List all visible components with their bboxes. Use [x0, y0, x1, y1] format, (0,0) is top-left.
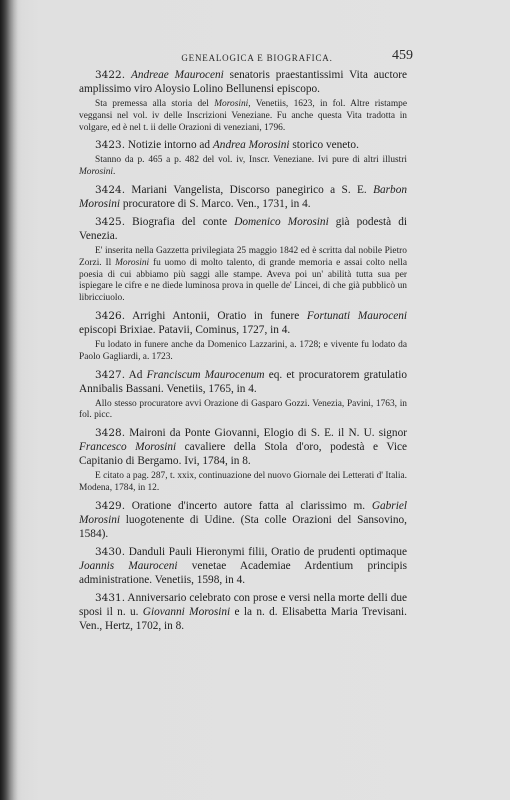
running-head-title: GENEALOGICA E BIOGRAFICA. — [181, 53, 333, 63]
text-run: Notizie intorno ad — [125, 139, 213, 152]
entry-note — [79, 399, 407, 423]
text-run: Allo stesso procuratore avvi Orazione di Gasparo Gozzi. Venezia, Pavini, 1763, in fol. picc. — [79, 398, 407, 421]
text-run: episcopi Brixiae. Patavii, Cominus, 1727, in 4. — [79, 323, 291, 336]
text-run: senatoris praestantissimi Vita auctore amplissimo viro Aloysio Lolino Bellunensi episcopo. — [79, 69, 408, 95]
entry-heading — [79, 426, 407, 468]
entry-heading — [79, 138, 407, 152]
text-run: Fu lodato in funere anche da Domenico Lazzarini, a. 1728; e vivente fu lodato da Paolo Gagliardi, a. 1723. — [79, 339, 407, 362]
entry-number: 3430. — [95, 545, 126, 558]
entry-number: 3426. — [95, 309, 126, 322]
text-run: eq. et procuratorem gratulatio Annibalis Bassani. Venetiis, 1765, in 4. — [79, 368, 407, 395]
italic-name: Andrea Morosini — [212, 139, 290, 152]
entry-heading — [79, 591, 407, 633]
italic-name: Gabriel Morosini — [79, 499, 407, 526]
bibliography-entry — [79, 545, 407, 587]
text-run: Biografia del conte — [125, 215, 235, 228]
italic-name: Domenico Morosini — [234, 215, 329, 228]
entry-note — [79, 246, 407, 305]
entry-heading — [79, 68, 407, 96]
entry-number: 3423. — [95, 139, 126, 152]
text-run: Maironi da Ponte Giovanni, Elogio di S. E. il N. U. signor — [125, 427, 407, 440]
text-run: Ad — [125, 368, 147, 381]
italic-name: Morosini — [214, 99, 249, 109]
entry-number: 3424. — [95, 183, 126, 196]
entry-number: 3431. — [95, 591, 126, 604]
text-run: fu uomo di molto talento, di grande memoria e assai colto nella poesia di cui abbiamo più saggi alle stampe. Aveva poi un' abilità tutta sua per ispiegare le cifre e ne diede luminosa prova in quelle de' Lincei, di che già pubblicò un libricciuolo. — [79, 257, 407, 304]
entry-note — [79, 471, 407, 495]
text-run: , Venetiis, 1623, in fol. Altre ristampe veggansi nel vol. iv delle Inscrizioni Veneziane. Fu anche questa Vita tradotta in volgare, ed è nel t. ii delle Orazioni di veneziani, 1796. — [79, 99, 407, 133]
italic-name: Francesco Morosini — [79, 441, 177, 454]
text-run: Arrighi Antonii, Oratio in funere — [125, 309, 307, 322]
entry-number: 3429. — [95, 499, 126, 512]
text-run: e la n. d. Elisabetta Maria Trevisani. Ven., Hertz, 1702, in 8. — [79, 605, 407, 632]
text-run: già podestà di Venezia. — [79, 215, 407, 242]
text-run: E citato a pag. 287, t. xxix, continuazione del nuovo Giornale dei Letterati d' Italia. Modena, 1784, in 12. — [79, 471, 407, 493]
italic-name: Giovanni Morosini — [142, 605, 231, 618]
text-run: luogotenente di Udine. (Sta colle Orazioni del Sansovino, 1584). — [79, 513, 407, 540]
text-run: E' inserita nella Gazzetta privilegiata 25 maggio 1842 ed è scritta dal nobile Pietro Zorzi. Il — [79, 245, 407, 268]
text-run: procuratore di S. Marco. Ven., 1731, in 4. — [120, 197, 311, 210]
entry-note — [79, 99, 407, 134]
text-run: Stanno da p. 465 a p. 482 del vol. iv, Inscr. Veneziane. Ivi pure di altri illustri — [95, 155, 407, 166]
bibliography-entry — [79, 499, 407, 541]
italic-name: Morosini — [115, 257, 150, 268]
entry-heading — [79, 368, 407, 396]
italic-name: Andreae Mauroceni — [130, 69, 224, 81]
italic-name: Barbon Morosini — [79, 183, 407, 210]
entry-list — [79, 68, 407, 633]
page-number: 459 — [392, 48, 413, 63]
running-head — [79, 48, 413, 68]
bibliography-entry — [79, 68, 407, 134]
bibliography-entry — [79, 591, 407, 633]
italic-name: Franciscum Maurocenum — [146, 368, 265, 381]
italic-name: Fortunati Mauroceni — [306, 309, 408, 322]
bibliography-entry — [79, 426, 407, 495]
bibliography-entry — [79, 183, 407, 211]
text-run: Danduli Pauli Hieronymi filii, Oratio de prudenti optimaque — [125, 545, 407, 558]
entry-note — [79, 155, 407, 179]
text-run: . — [113, 167, 116, 178]
entry-number: 3427. — [95, 368, 126, 381]
entry-heading — [79, 215, 407, 243]
text-run: Anniversario celebrato con prose e versi nella morte delli due sposi il n. u. — [79, 591, 407, 618]
entry-heading — [79, 499, 407, 541]
page-content — [79, 48, 413, 637]
italic-name: Morosini — [79, 167, 114, 178]
entry-number: 3428. — [95, 427, 126, 440]
bibliography-entry — [79, 309, 407, 364]
text-run: cavaliere della Stola d'oro, podestà e Vice Capitanio di Bergamo. Ivi, 1784, in 8. — [79, 441, 407, 468]
spine-shadow — [0, 0, 18, 800]
text-run: Sta premessa alla storia del — [95, 99, 215, 109]
entry-number: 3422. — [95, 69, 126, 81]
text-run: Oratione d'incerto autore fatta al clarissimo m. — [125, 499, 372, 512]
text-run: venetae Academiae Ardentium principis administratione. Venetiis, 1598, in 4. — [79, 559, 407, 586]
bibliography-entry — [79, 138, 407, 179]
text-run: storico veneto. — [289, 139, 359, 152]
entry-heading — [79, 309, 407, 337]
entry-heading — [79, 545, 407, 587]
entry-heading — [79, 183, 407, 211]
entry-note — [79, 340, 407, 364]
italic-name: Joannis Mauroceni — [79, 559, 178, 572]
bibliography-entry — [79, 215, 407, 305]
entry-number: 3425. — [95, 215, 126, 228]
bibliography-entry — [79, 368, 407, 423]
text-run: Mariani Vangelista, Discorso panegirico a S. E. — [125, 183, 374, 196]
